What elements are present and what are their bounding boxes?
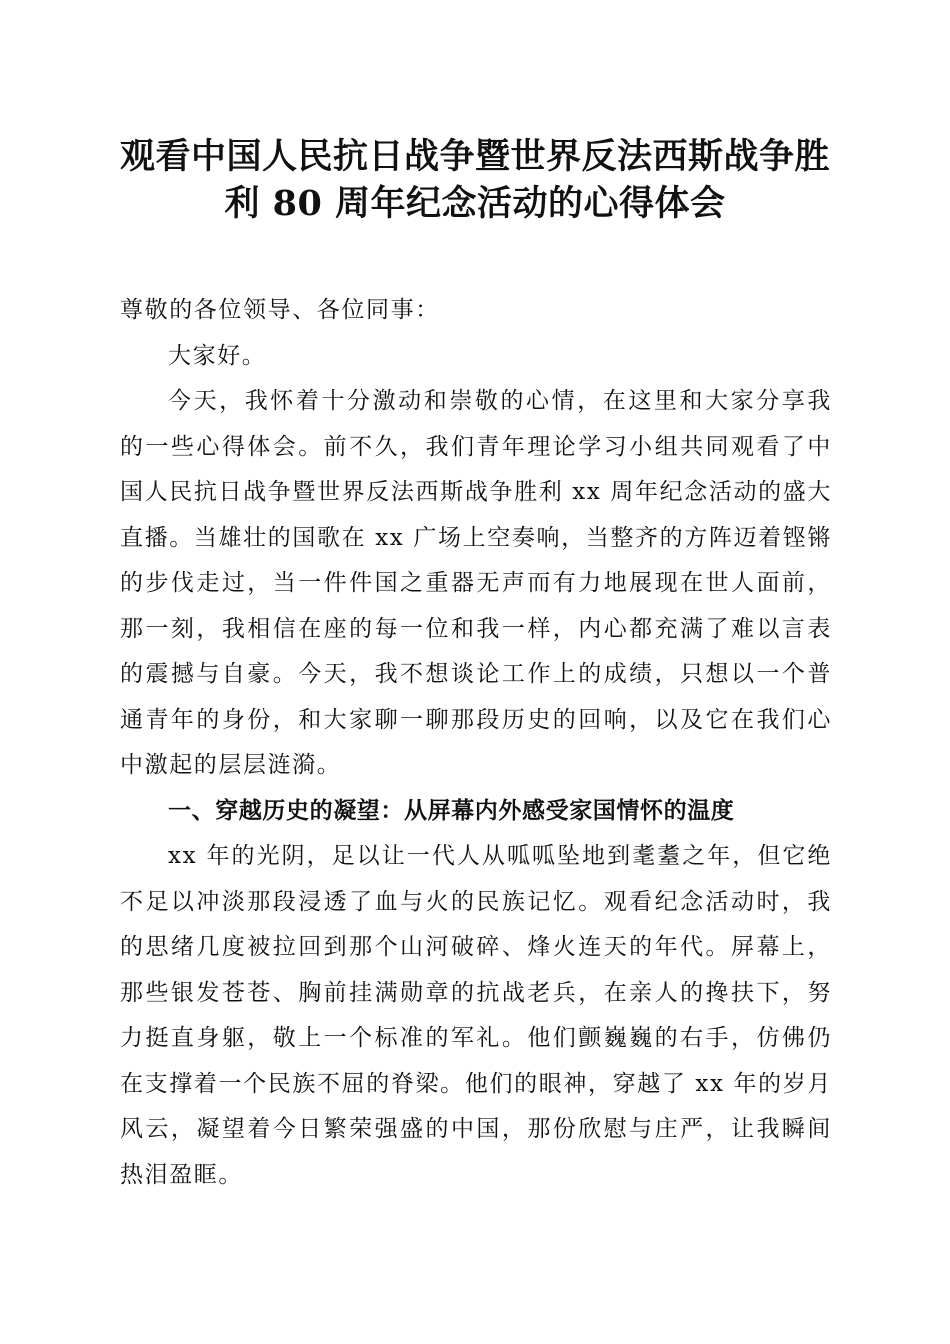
title-line-1: 观看中国人民抗日战争暨世界反法西斯战争胜: [119, 136, 830, 177]
title-line-2: 利 80 周年纪念活动的心得体会: [224, 183, 726, 224]
paragraph-intro: 今天，我怀着十分激动和崇敬的心情，在这里和大家分享我的一些心得体会。前不久，我们青年理论学习小组共同观看了中国人民抗日战争暨世界反法西斯战争胜利 xx 周年纪念活动的盛大直播。当雄壮的国歌在 xx 广场上空奏响，当整齐的方阵迈着铿锵的步伐走过，当一件件国之重器无声而有力地展现在世人面前，那一刻，我相信在座的每一位和我一样，内心都充满了难以言表的震撼与自豪。今天，我不想谈论工作上的成绩，只想以一个普通青年的身份，和大家聊一聊那段历史的回响，以及它在我们心中激起的层层涟漪。: [120, 388, 832, 778]
section-heading-1: 一、穿越历史的凝望：从屏幕内外感受家国情怀的温度: [168, 797, 735, 824]
greeting: 大家好。: [168, 342, 267, 369]
paragraph-section-1: xx 年的光阴，足以让一代人从呱呱坠地到耄耋之年，但它绝不足以冲淡那段浸透了血与火的民族记忆。观看纪念活动时，我的思绪几度被拉回到那个山河破碎、烽火连天的年代。屏幕上，那些银发苍苍、胸前挂满勋章的抗战老兵，在亲人的搀扶下，努力挺直身躯，敬上一个标准的军礼。他们颤巍巍的右手，仿佛仍在支撑着一个民族不屈的脊梁。他们的眼神，穿越了 xx 年的岁月风云，凝望着今日繁荣强盛的中国，那份欣慰与庄严，让我瞬间热泪盈眶。: [120, 843, 832, 1188]
document-body: [120, 288, 832, 1198]
document-title: [100, 133, 850, 227]
salutation: 尊敬的各位领导、各位同事：: [120, 297, 440, 323]
